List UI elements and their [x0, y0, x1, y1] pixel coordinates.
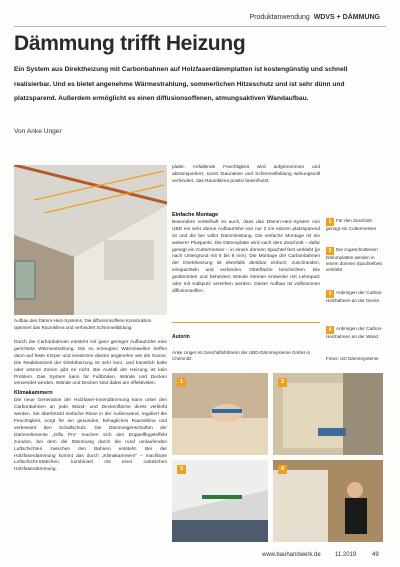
photo-badge: 4	[278, 465, 287, 474]
body-paragraph: Besonders vorteilhaft ist auch, dass das Dämm-Heiz-System von UBD ein sehr dünne Aufbauhöhe von nur 2 cm extrem platzsparend ist und die bei voller Dämmleistung. Die einfache Montage ist ein weiterer Pluspunkt. Die Dämmplatte wird nach dem Zuschnitt – dafür genügt ein Cuttermesser – in einem dünnen Spachtel fest verklebt (je nach Untergrund mit 6 bis 8 mm). Die Montage der Carbonbahnen der Direktheizung ist ebenfalls denkbar einfach: zuschneiden, einspachteln und verbinden. Oberfläche beschichten. Die gedämmten und beheizten Wände können entweder mit Lehmputz oder mit Kalkputz versehen werden. Dieser Aufbau ist vollkommen diffusionsoffen.	[172, 219, 320, 294]
header-rule	[14, 26, 386, 27]
gluing-illustration	[273, 373, 383, 455]
body-column-left	[14, 340, 167, 476]
lead-paragraph: Ein System aus Direktheizung mit Carbonbahnen auf Holzfaserdämmplatten ist kostengünstig und schnell realisierbar. Und es bietet angenehme Wärmestrahlung, sommerlichen Hitzeschutz und ist sehr dünn und platzsparend. Außerdem ermöglicht es einen diffusionsoffenen, atmungsaktiven Wandaufbau.	[14, 66, 348, 102]
brand-label: WDVS + DÄMMUNG	[313, 14, 380, 21]
section-label: Produktanwendung	[249, 14, 310, 21]
footer-url: www.bauhandwerk.de	[262, 552, 321, 558]
subheading-montage: Einfache Montage	[172, 212, 219, 218]
legend-text: Anbringen der Carbon-Heizbahnen an der Decke	[326, 290, 383, 303]
cutting-illustration	[172, 373, 268, 455]
legend-number: 3	[326, 290, 334, 298]
page-number: 49	[372, 552, 379, 558]
legend-number: 2	[326, 247, 334, 255]
main-photo	[14, 165, 167, 315]
wall-illustration	[273, 460, 383, 542]
subheading-climate: Klimakammern	[14, 390, 53, 397]
process-photo-3	[172, 460, 268, 542]
photo-badge: 1	[177, 378, 186, 387]
ceiling-illustration	[172, 460, 268, 542]
legend-text: Die zugeschnittenen Dämmplatten werden in einem dünnen Spachtelbett verklebt	[326, 247, 382, 273]
footer-issue: 11.2019	[335, 552, 357, 558]
autorin-text: Anke Unger ist Geschäftsführerin der UBD-Dämmsysteme GmbH in Chemnitz.	[172, 350, 311, 362]
photo-credit: Fotos: UD Dämmsysteme	[326, 356, 379, 361]
attic-room-illustration	[14, 165, 167, 315]
process-photo-1	[172, 373, 268, 455]
page-title: Dämmung trifft Heizung	[14, 32, 246, 55]
process-photo-2	[273, 373, 383, 455]
process-photo-4	[273, 460, 383, 542]
running-head	[249, 14, 380, 21]
legend-item-4	[326, 326, 386, 340]
legend-text: Anbringen der Carbon-Heizbahnen an der Wand	[326, 326, 383, 339]
legend-text: Für den Zuschnitt genügt ein Cuttermesser	[326, 218, 377, 231]
author-byline: Von Anke Unger	[14, 128, 62, 135]
body-paragraph: Durch die Carbonbahnen entsteht mit ganz geringer Aufbauhöhe eine gerichtete Wärmestrahlung. Die so erzeugten Wärmewellen treffen dann auf feste Körper und erwärmen diesen angenehm wie die Sonne. Die Reaktionszeit der Direktheizung ist sehr kurz, und künstlich kalte oder wärme Zonen gibt es nicht. Bei Ausfall der Heizung ist kein Problem. Das System kann für Fußböden, Wände und Decken verwendet werden. Wände und Decken sind dabei am effektivsten.	[14, 340, 167, 387]
main-photo-caption: Aufbau des Dämm-Heiz-Systems. Die diffusionsoffene Konstruktion optimiert das Raumklima und verhindert Schimmelbildung	[14, 318, 152, 330]
legend-item-3	[326, 290, 386, 304]
legend-item-1	[326, 218, 386, 232]
photo-badge: 2	[278, 378, 287, 387]
legend-number: 4	[326, 326, 334, 334]
legend-number: 1	[326, 218, 334, 226]
autorin-divider	[172, 322, 320, 323]
autorin-heading: Autorin	[172, 334, 190, 340]
legend-item-2	[326, 247, 386, 274]
body-paragraph: platte. Anfallende Feuchtigkeit wird aufgenommen und abtransportiert, somit Staunässe und Schimmelbildung wirkungsvoll verhindert, das Raumklima positiv beeinflusst.	[172, 165, 320, 184]
body-paragraph: Die neue Generation der Holzfaser-Innendämmung kann unter den Carbonbahnen an jede Wand- und Deckenfläche direkt verklebt werden. Sie überbrückt einfache Risse in der Außenwand, reguliert die Feuchtigkeit, sorgt für ein gesundes, behagliches Raumklima und verbessert den Schallschutz. Die Dämmeigenschaften der Dämmelemente „Difix Pro“ machen sich den Doppelflügeleffekt zunutze, bei dem die Dämmung durch die rund umlaufenden Luftschichten zwischen den Bahnen entsteht. Bei der Holzfaserdämmung kommt das durch „Klimakammern“ – machbare Luftschicht-Stäbchen, kombiniert mit einer natürlichen Holzfaserdämmung.	[14, 398, 167, 473]
body-column-mid-top	[172, 165, 320, 188]
photo-badge: 3	[177, 465, 186, 474]
body-column-mid	[172, 210, 320, 298]
